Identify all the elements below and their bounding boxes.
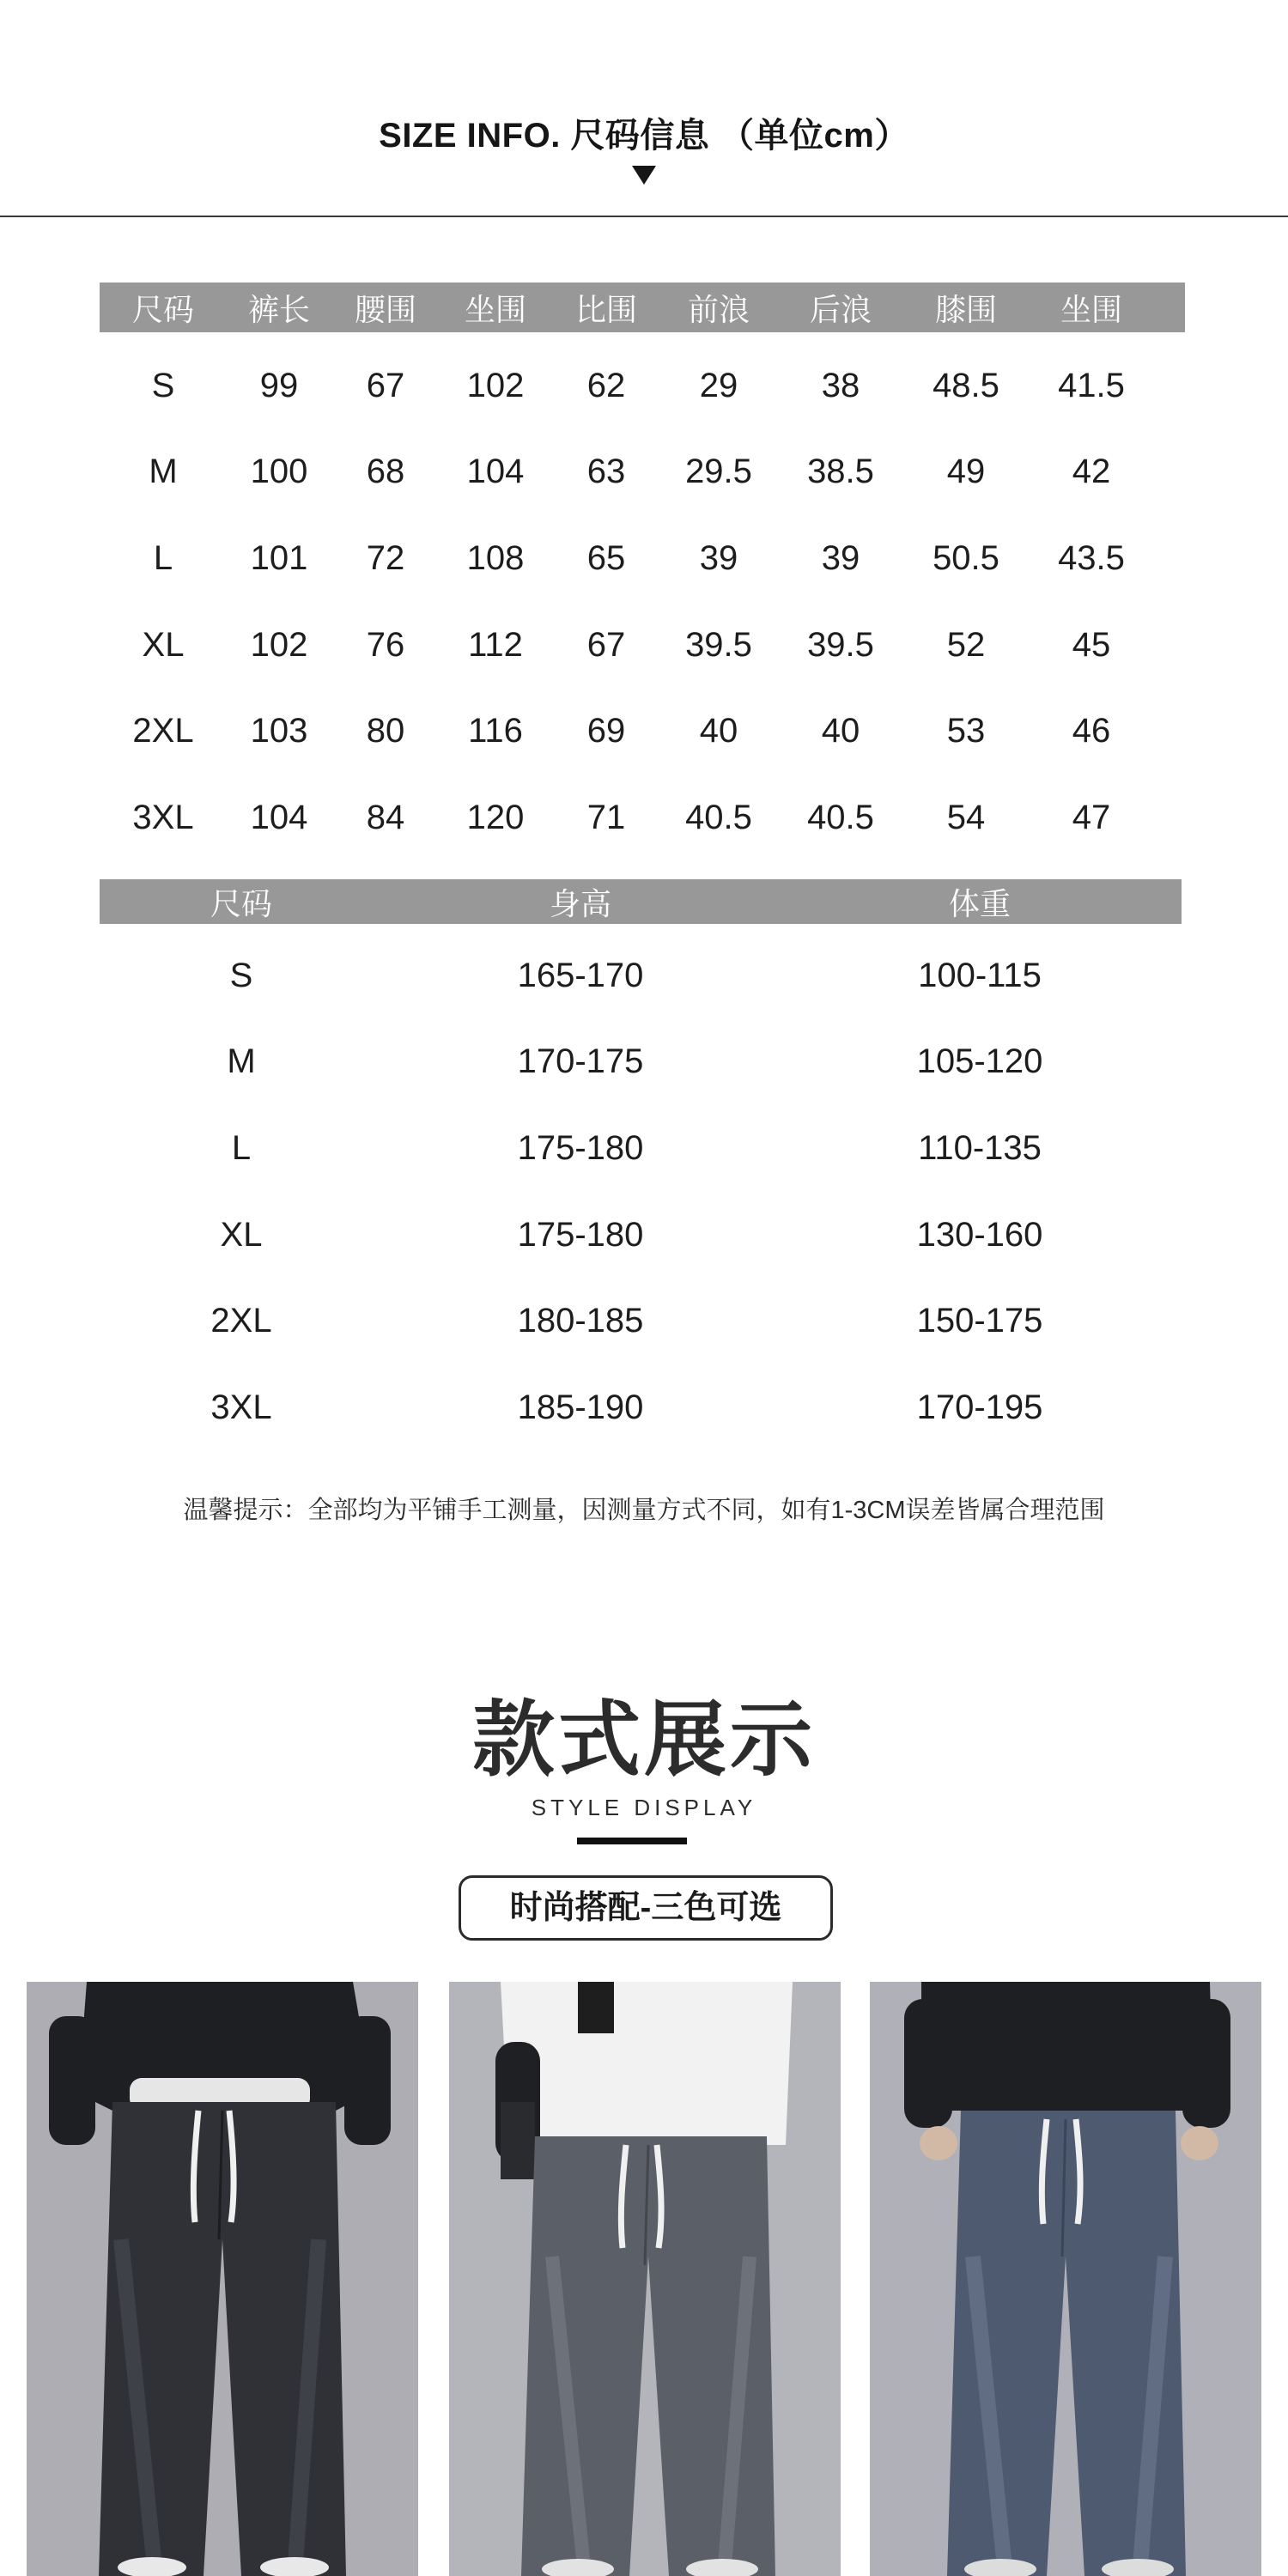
column-header: 尺码 <box>210 885 272 921</box>
table-cell: 3XL <box>132 798 194 836</box>
table-cell: 84 <box>366 798 405 836</box>
table-cell: 72 <box>366 538 405 577</box>
table-cell: 49 <box>946 453 986 491</box>
table-cell: S <box>151 366 175 404</box>
table-cell: 54 <box>946 798 986 836</box>
fit-table-header <box>100 879 1182 924</box>
table-cell: L <box>231 1128 252 1167</box>
table-cell: 39.5 <box>807 625 874 664</box>
table-cell: 100-115 <box>918 956 1042 994</box>
table-cell: 112 <box>468 625 523 664</box>
table-cell: 39 <box>699 538 738 577</box>
table-cell: 29 <box>699 366 738 404</box>
table-cell: 40.5 <box>685 798 752 836</box>
table-cell: M <box>149 453 178 491</box>
table-cell: 130-160 <box>916 1215 1043 1254</box>
table-cell: 165-170 <box>517 956 644 994</box>
table-cell: 104 <box>250 798 308 836</box>
table-cell: 108 <box>466 538 525 577</box>
column-header: 比围 <box>574 291 637 327</box>
table-cell: 76 <box>366 625 405 664</box>
style-display-title: 款式展示 <box>472 1694 816 1786</box>
table-row <box>100 1019 1182 1106</box>
table-row <box>100 515 1185 602</box>
table-cell: 40 <box>699 712 738 750</box>
table-cell: 102 <box>250 625 308 664</box>
table-cell: 180-185 <box>517 1302 644 1340</box>
model-figure <box>870 1982 1261 2576</box>
table-cell: 110-135 <box>918 1128 1042 1167</box>
table-cell: 45 <box>1072 625 1111 664</box>
table-cell: 2XL <box>132 712 194 750</box>
table-row <box>100 1278 1182 1364</box>
table-row <box>100 688 1185 775</box>
title-underline <box>577 1838 687 1844</box>
table-cell: 38 <box>821 366 860 404</box>
table-cell: 63 <box>586 453 626 491</box>
size-measurement-table <box>100 283 1185 861</box>
table-row <box>100 429 1185 516</box>
table-row <box>100 933 1182 1019</box>
table-cell: M <box>227 1042 256 1081</box>
model-figure <box>27 1982 418 2576</box>
table-cell: 99 <box>259 366 299 404</box>
height-weight-table <box>100 879 1182 1451</box>
table-row <box>100 343 1185 429</box>
table-cell: S <box>229 956 253 994</box>
size-info-header <box>0 0 1288 218</box>
column-header: 后浪 <box>809 291 872 327</box>
table-cell: 38.5 <box>807 453 874 491</box>
table-cell: 40 <box>821 712 860 750</box>
style-display-subtitle: STYLE DISPLAY <box>531 1795 757 1820</box>
table-cell: 67 <box>586 625 626 664</box>
table-cell: 100 <box>250 453 308 491</box>
product-photo-blue <box>870 1982 1261 2576</box>
table-cell: 2XL <box>210 1302 272 1340</box>
column-header: 坐围 <box>464 291 526 327</box>
table-cell: 42 <box>1072 453 1111 491</box>
table-cell: 47 <box>1072 798 1111 836</box>
table-row <box>100 775 1185 861</box>
color-options-badge: 时尚搭配-三色可选 <box>459 1875 833 1941</box>
model-figure <box>449 1982 841 2576</box>
table-cell: 62 <box>586 366 626 404</box>
table-cell: 101 <box>250 538 308 577</box>
column-header: 身高 <box>549 885 611 921</box>
table-cell: 175-180 <box>517 1215 644 1254</box>
size-info-title: SIZE INFO. 尺码信息 （单位cm） <box>379 117 909 155</box>
product-photo-black <box>27 1982 418 2576</box>
table-cell: 29.5 <box>685 453 752 491</box>
table-cell: 40.5 <box>807 798 874 836</box>
product-photo-grey <box>449 1982 841 2576</box>
table-cell: L <box>153 538 173 577</box>
table-cell: 52 <box>946 625 986 664</box>
table-cell: 104 <box>466 453 525 491</box>
column-header: 裤长 <box>247 291 310 327</box>
column-header: 体重 <box>948 885 1011 921</box>
table-row <box>100 1192 1182 1279</box>
table-cell: 41.5 <box>1058 366 1125 404</box>
table-cell: 3XL <box>210 1388 272 1426</box>
down-arrow-icon <box>632 166 656 185</box>
table-cell: 43.5 <box>1058 538 1125 577</box>
table-cell: 105-120 <box>916 1042 1043 1081</box>
column-header: 坐围 <box>1060 291 1122 327</box>
table-cell: XL <box>220 1215 263 1254</box>
table-cell: 39.5 <box>685 625 752 664</box>
size-table-body <box>100 332 1185 861</box>
fit-table-body <box>100 924 1182 1451</box>
table-cell: 50.5 <box>933 538 999 577</box>
table-cell: 150-175 <box>916 1302 1043 1340</box>
table-cell: 116 <box>468 712 523 750</box>
column-header: 前浪 <box>687 291 750 327</box>
table-cell: 71 <box>586 798 626 836</box>
table-cell: XL <box>142 625 185 664</box>
table-cell: 170-175 <box>517 1042 644 1081</box>
table-cell: 102 <box>466 366 525 404</box>
table-row <box>100 1105 1182 1192</box>
table-cell: 68 <box>366 453 405 491</box>
header-divider <box>0 216 1288 217</box>
measurement-tip: 温馨提示：全部均为平铺手工测量，因测量方式不同，如有1-3CM误差皆属合理范围 <box>183 1497 1105 1524</box>
column-header: 膝围 <box>934 291 997 327</box>
column-header: 尺码 <box>131 291 194 327</box>
table-cell: 120 <box>466 798 525 836</box>
table-cell: 65 <box>586 538 626 577</box>
table-cell: 170-195 <box>916 1388 1043 1426</box>
table-cell: 80 <box>366 712 405 750</box>
table-cell: 103 <box>250 712 308 750</box>
table-cell: 69 <box>586 712 626 750</box>
column-header: 腰围 <box>354 291 416 327</box>
table-row <box>100 602 1185 689</box>
table-cell: 67 <box>366 366 405 404</box>
table-cell: 175-180 <box>517 1128 644 1167</box>
table-cell: 185-190 <box>517 1388 644 1426</box>
table-cell: 48.5 <box>933 366 999 404</box>
table-cell: 53 <box>946 712 986 750</box>
table-row <box>100 1364 1182 1451</box>
table-cell: 46 <box>1072 712 1111 750</box>
table-cell: 39 <box>821 538 860 577</box>
size-table-header <box>100 283 1185 332</box>
